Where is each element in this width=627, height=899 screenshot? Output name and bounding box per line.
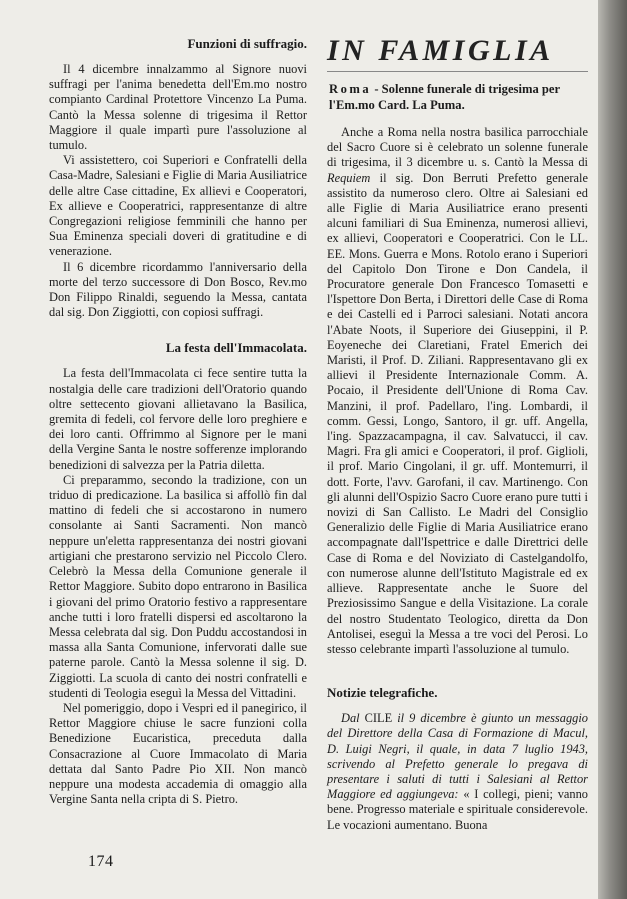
page-number: 174 xyxy=(88,853,114,870)
article-title xyxy=(327,82,588,113)
right-column xyxy=(327,34,588,833)
masthead-title: IN FAMIGLIA xyxy=(327,34,554,67)
notizie-heading: Notizie telegrafiche. xyxy=(327,685,438,701)
paragraph: Vi assistettero, coi Superiori e Confratelli della Casa-Madre, Salesiani e Figlie di Maria Ausiliatrice delle altre Case cittadine, Ex allievi e Cooperatori, Ex allieve e Cooperatrici, rappresentanze di altre Congregazioni religiose femminili che hanno per Sua Eminenza speciali doveri di gratitudine e di venerazione. xyxy=(49,153,307,259)
binding-shadow xyxy=(598,0,627,899)
paragraph: Il 6 dicembre ricordammo l'anniversario della morte del terzo successore di Don Bosco, Rev.mo Don Filippo Rinaldi, seguendo la Messa, cantata dal sig. Don Ziggiotti, con copiosi suffragi. xyxy=(49,259,307,320)
section-heading-suffragio: Funzioni di suffragio. xyxy=(187,36,307,51)
article-title-city: Roma xyxy=(329,82,372,96)
paragraph: Il 4 dicembre innalzammo al Signore nuovi suffragi per l'anima benedetta dell'Em.mo nostro compianto Cardinal Protettore Vincenzo La Puma. Cantò la Messa solenne di trigesima il Rettor Maggiore il quale impartì pure l'assoluzione al tumulo. xyxy=(49,62,307,153)
paragraph: Ci preparammo, secondo la tradizione, con un triduo di predicazione. La basilica si affollò fin dal mattino di fedeli che si accostarono in numero consolante ai Santi Sacramenti. Non mancò neppure un'eletta rappresentanza dei nostri giovani artigiani che prestarono servizio nel Piccolo Clero. Celebrò la Messa della Comunione generale il Rettor Maggiore. Subito dopo entrarono in Basilica i giovani del primo Oratorio festivo a rappresentare anche tutti i loro fratelli dispersi ed ascoltarono la Messa celebrata dal sig. Don Puddu accostandosi in massa alla Santa Comunione, infervorati dalle sue paterne parole. Cantò la Messa solenne il sig. D. Ziggiotti. La scuola di canto dei nostri confratelli e studenti di Teologia eseguì la Messa del Vittadini. xyxy=(49,472,307,700)
left-column xyxy=(49,36,307,807)
notizie-text xyxy=(327,711,588,833)
article-title-text: - Solenne funerale di trigesima per l'Em.mo Card. La Puma. xyxy=(329,82,560,112)
paragraph: La festa dell'Immacolata ci fece sentire tutta la nostalgia delle care tradizioni dell'Oratorio quando oltre settecento giovani allietavano la Basilica, gremita di fedeli, col fervore delle loro preghiere e dei loro canti. Offrimmo al Signore per le mani della Vergine Santa le nostre sofferenze implorando benedizioni di salvezza per la Patria diletta. xyxy=(49,366,307,472)
paragraph: Nel pomeriggio, dopo i Vespri ed il panegirico, il Rettor Maggiore chiuse le sacre funzioni colla Benedizione Eucaristica, preceduta dalla Consacrazione al Cuore Immacolato di Maria dettata dal Santo Padre Pio XII. Non mancò neppure una modesta accademia di omaggio alla Vergine Santa nella cripta di S. Pietro. xyxy=(49,700,307,807)
section-heading-immacolata: La festa dell'Immacolata. xyxy=(165,340,307,356)
article-paragraph: Anche a Roma nella nostra basilica parrocchiale del Sacro Cuore si è celebrato un solenne funerale di trigesima, il 3 dicembre u. s. Cantò la Messa di Requiem il sig. Don Berruti Prefetto generale assistito da numeroso clero. Oltre ai Salesiani ed alle Figlie di Maria Ausiliatrice erano presenti alcuni familiari di Sua Eminenza, numerosi allievi, ex allievi, Cooperatori e Cooperatrici. Con le LL. EE. Mons. Guerra e Mons. Rotolo erano i Superiori del Capitolo Don Tirone e Don Candela, il Procuratore generale Don Francesco Tomasetti e l'Ispettore Don Berta, i Direttori delle Case di Roma e dei Castelli ed i Parroci salesiani. Notati ancora l'Abate Noots, il Superiore dei Giuseppini, il P. Eoyeneche dei Claretiani, Fratel Emerich dei Maristi, il Prof. D. Ziliani. Rappresentavano gli ex allievi il Presidente Internazionale Comm. A. Pocaio, il Presidente dell'Unione di Roma Cav. Manzini, il prof. Padellaro, l'ing. Lombardi, il comm. Gessi, Longo, Santoro, il gr. uff. Angella, l'ing. Spazzacampagna, il cav. Salvatucci, il cav. Magri. Fra gli amici e Cooperatori, il prof. Giglioli, il prof. Mario Cingolani, il gr. uff. Montemurri, il dott. Forte, l'avv. Garofani, il cav. Martinengo. Con gli alunni dell'Ospizio Sacro Cuore erano pure tutti i novizi di San Callisto. Le Madri del Consiglio Generalizio delle Figlie di Maria Ausiliatrice erano accompagnate dall'Ispettrice e dalle Direttrici delle Case di Roma e del Noviziato di Castelgandolfo, con numerose alunne dell'Istituto Magistrale ed ex allieve. Rappresentate anche le Suore del Preziosissimo Sangue e della Visitazione. La corale del nostro Studentato Teologico, diretta da Don Antolisei, eseguì la Messa a tre voci del Perosi. Lo stesso celebrante impartì l'assoluzione al tumulo. xyxy=(327,125,588,656)
notizie-paragraph: Dal CILE il 9 dicembre è giunto un messaggio del Direttore della Casa di Formazione di Macul, D. Luigi Negri, il quale, in data 7 luglio 1943, scrivendo al Prefetto generale lo pregava di presentare i saluti di tutti i Salesiani al Rettor Maggiore ed aggiungeva: « I collegi, pieni; vanno bene. Progresso materiale e spirituale considerevole. Le vocazioni aumentano. Buona xyxy=(327,711,589,832)
